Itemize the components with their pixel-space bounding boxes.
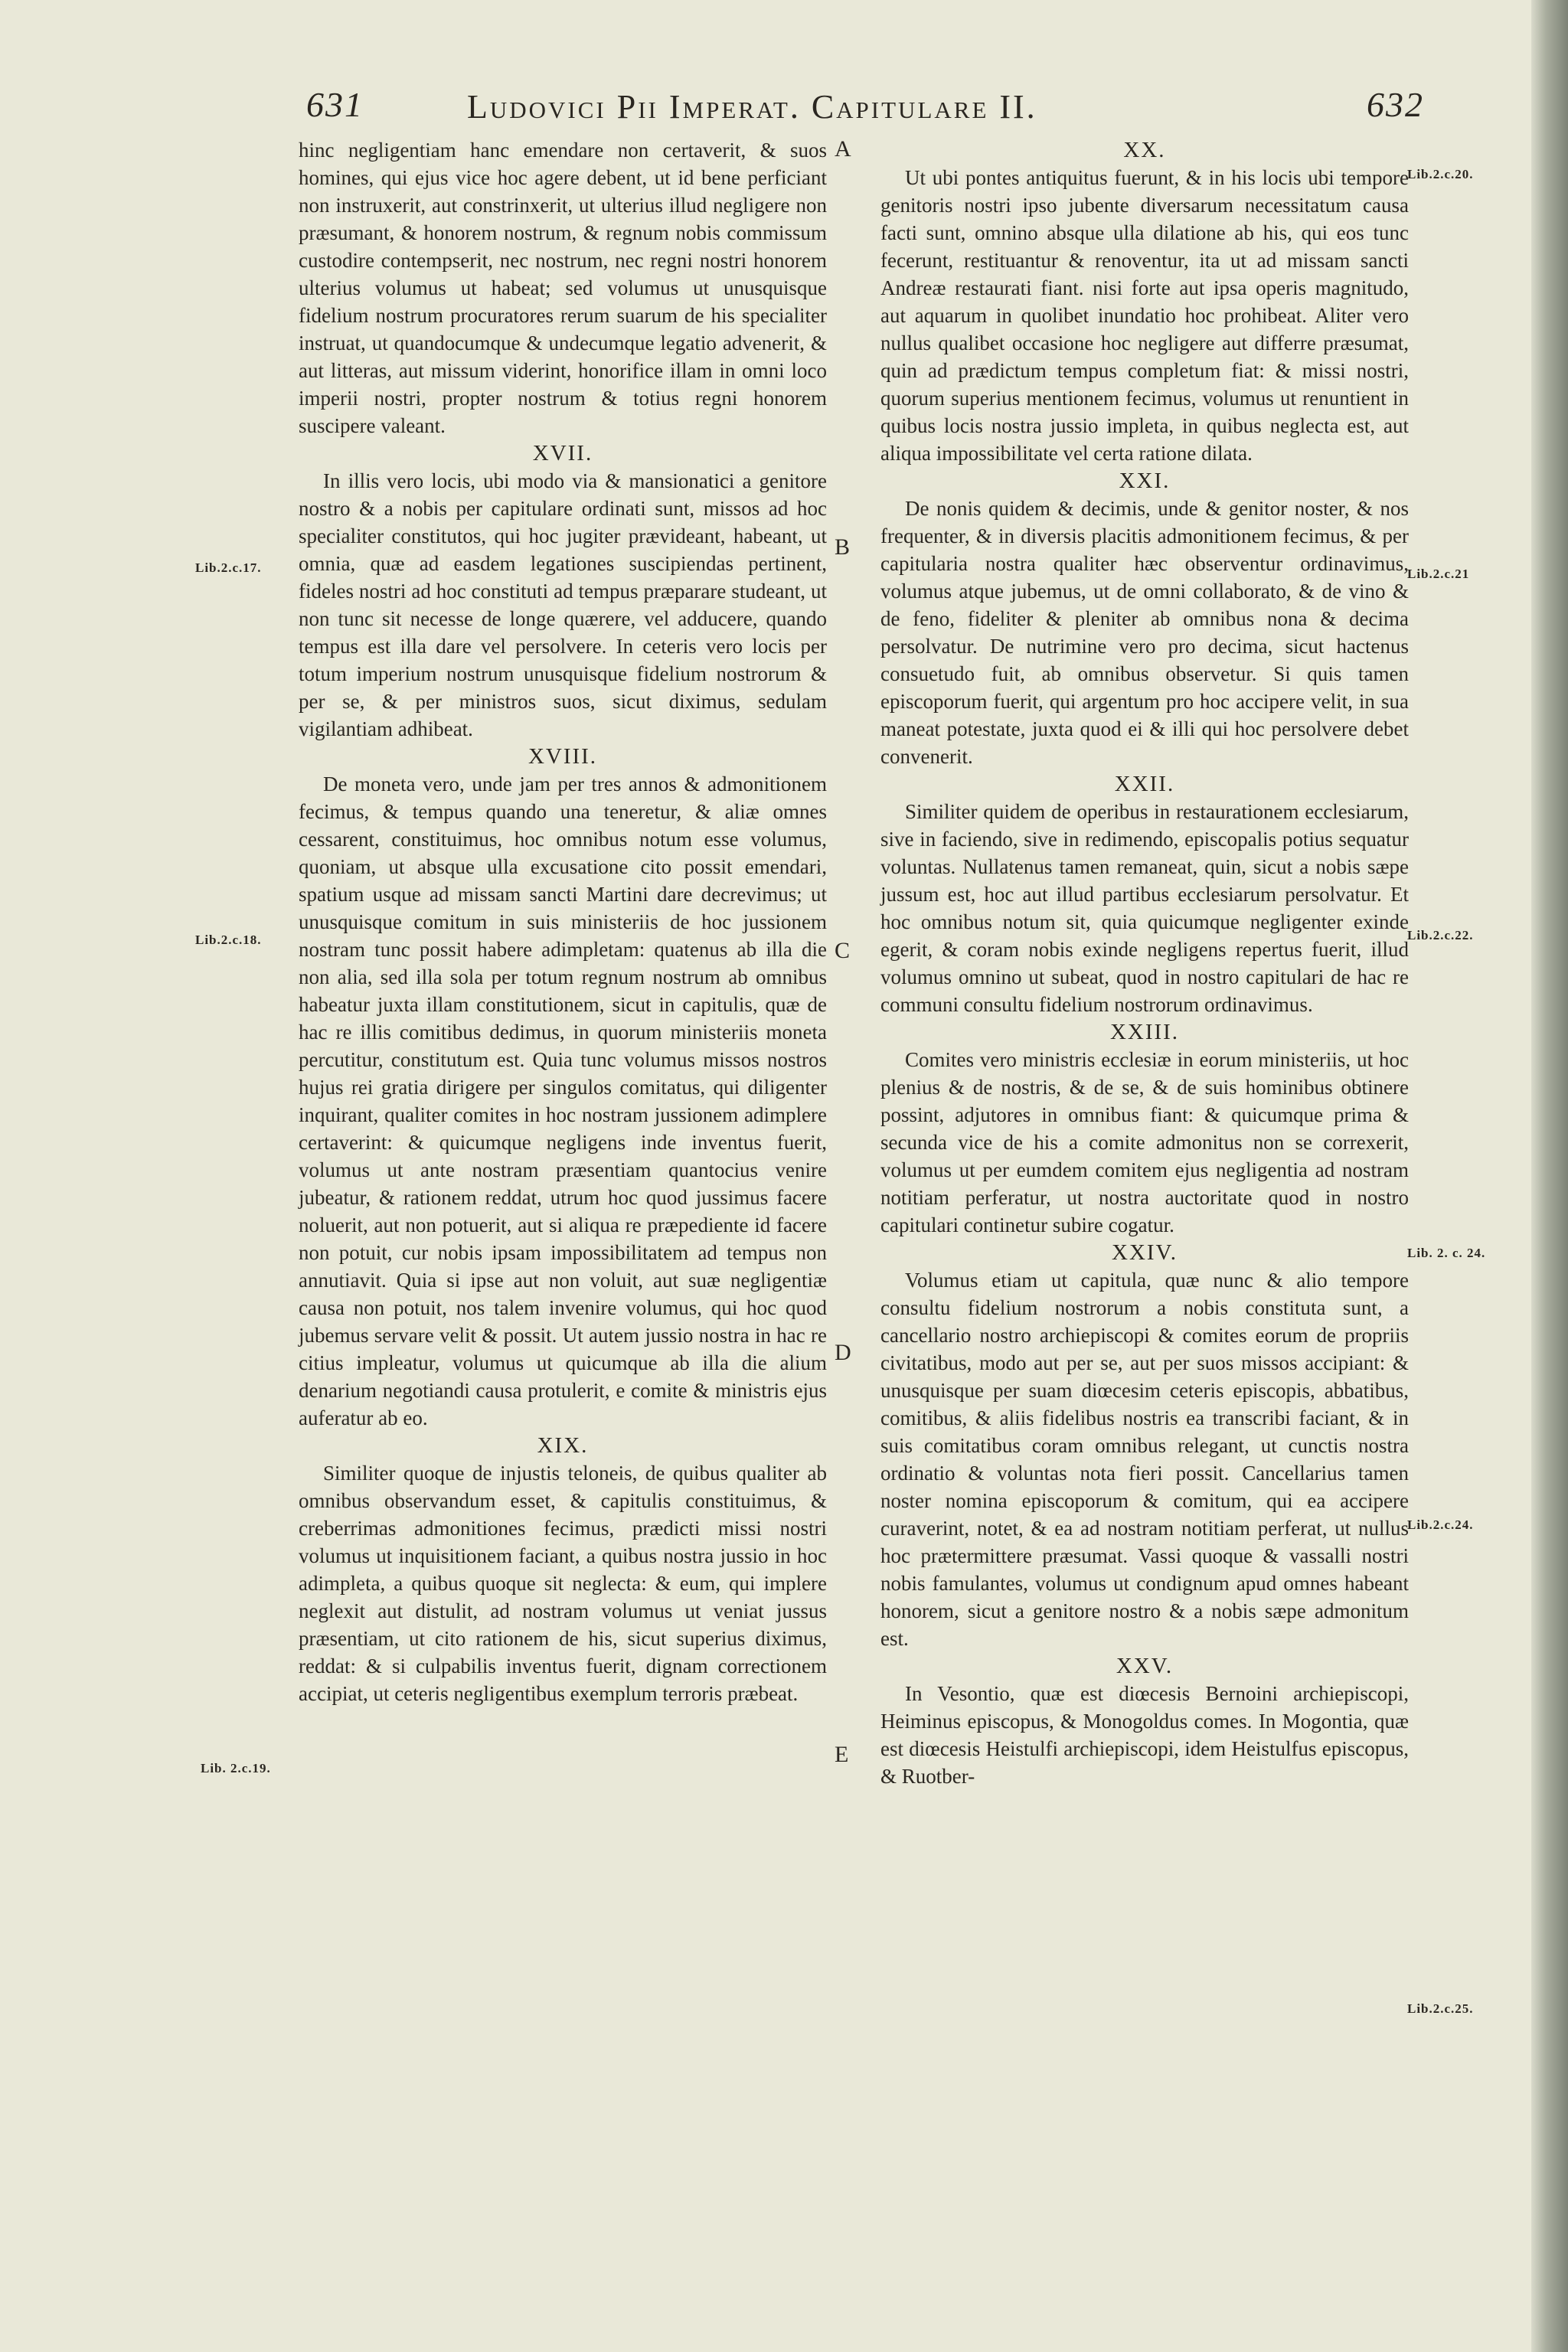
paragraph-xviii: De moneta vero, unde jam per tres annos & admonitionem fecimus, & tempus quando una teneretur, & aliæ omnes cessarent, constituimus, hoc omnibus notum esse volumus, quoniam, ut absque ulla excusatione cito possit emendari, spatium usque ad missam sancti Martini dare decrevimus; ut unusquisque comitum in suis ministeriis de hoc jussionem nostram tunc possit habere adimpletam: quatenus ab illa die non alia, sed illa sola per totum regnum nostrum ab omnibus habeatur juxta illam constitutionem, sicut in capitulis, quæ de hac re illis comitibus dedimus, in quorum ministeriis moneta percutitur, constitutum est. Quia tunc volumus missos nostros hujus rei gratia dirigere per singulos comitatus, qui diligenter inquirant, qualiter comites in hoc nostram jussionem adimplere certaverint: & quicumque negligens inde inventus fuerit, volumus ut ante nostram præsentiam quantocius venire jubeatur, & rationem reddat, utrum hoc quod jussimus facere noluerit, aut non potuerit, aut si aliqua re præpediente id facere non potuit, cur nobis ipsam impossibilitatem ad tempus non annutiavit. Quia si ipse aut non voluit, aut suæ negligentiæ causa non potuit, nos talem invenire volumus, qui hoc quod jubemus servare velit & possit. Ut autem jussio nostra in hac re citius impleatur, volumus ut quicumque ab illa die alium denarium negotiandi causa protulerit, e comite & ministris ejus auferatur ab eo. (299, 773, 827, 1429)
margin-ref-xxiv: Lib.2.c.24. (1407, 1517, 1474, 1532)
paragraph-intro: hinc negligentiam hanc emendare non certaverit, & suos homines, qui ejus vice hoc agere debent, ut id bene perficiant non instruxerit, aut constrinxerit, ut ulterius illud negligere non præsumant, & honorem nostrum, & regnum nobis commissum custodire contempserit, nec nostrum, nec regni nostri honorem ulterius volumus ut habeat; sed volumus ut unusquisque fidelium nostrum procuratores rerum suarum de his specialiter instruat, ut quandocumque & undecumque legatio advenerit, & aut litteras, aut missum viderint, honorifice illam in omni loco imperii nostri, propter nostrum & totius regni honorem suscipere valeant. (299, 139, 827, 437)
paragraph-xxii: Similiter quidem de operibus in restaurationem ecclesiarum, sive in faciendo, sive in redimendo, episcopalis potius sequatur voluntas. Nullatenus tamen remaneat, quin, sicut a nobis sæpe jussum est, hoc aut illud partibus ecclesiarum persolvatur. Et hoc omnibus notum sit, quia quicumque negligenter exinde egerit, & coram nobis exinde negligens repertus fuerit, illud volumus omnino ut subeat, quod in nostro capitulari de hac re communi consultu fidelium nostrorum ordinavimus. (880, 800, 1409, 1016)
paragraph-xxiv: Volumus etiam ut capitula, quæ nunc & alio tempore consultu fidelium nostrorum a nobis constituta sunt, a cancellario nostro archiepiscopi & comites eorum de propriis civitatibus, modo aut per se, aut per suos missos accipiant: & unusquisque per suam diœcesim ceteris episcopis, abbatibus, comitibus, & aliis fidelibus nostris ea transcribi faciant, & in suis comitatibus coram omnibus relegant, ut cunctis nostra ordinatio & voluntas nota fieri possit. Cancellarius tamen noster nomina episcoporum & comitum, qui ea accipere curaverint, notet, & ea ad nostram notitiam perferat, ut nullus hoc prætermittere præsumat. Vassi quoque & vassalli nostri nobis famulantes, volumus ut condignum apud omnes habeant honorem, sicut a genitore nostro & a nobis sæpe admonitum est. (880, 1269, 1409, 1650)
paragraph-xxi: De nonis quidem & decimis, unde & genitor noster, & nos frequenter, & in diversis placitis admonitionem fecimus, & per capitularia nostra qualiter hæc observentur ordinavimus, volumus atque jubemus, ut de omni collaborato, & de vino & de feno, fideliter & pleniter ab omnibus nona & decima persolvatur. De nutrimine vero pro decima, sicut hactenus consuetudo fuit, ab omnibus observetur. Si quis tamen episcoporum fuerit, qui argentum pro hoc accipere velit, in sua maneat potestate, juxta quod ei & illi qui hoc persolvere debet convenerit. (880, 497, 1409, 768)
paragraph-xxiii: Comites vero ministris ecclesiæ in eorum ministeriis, ut hoc plenius & de nostris, & de se, & de suis hominibus obtinere possint, adjutores in omnibus fiant: & quicumque prima & secunda vice de his a comite admonitus non se correxerit, volumus ut per eumdem comitem ejus negligentia ad nostram notitiam perferatur, ut nostra auctoritate quod in nostro capitulari continetur subire cogatur. (880, 1048, 1409, 1236)
section-number-xvii: XVII. (532, 441, 593, 466)
paragraph-xxv: In Vesontio, quæ est diœcesis Bernoini archiepiscopi, Heiminus episcopus, & Monogoldus comes. In Mogontia, quæ est diœcesis Heistulfi archiepiscopi, idem Heistulfus episcopus, & Ruotber- (880, 1682, 1409, 1788)
margin-ref-xvii: Lib.2.c.17. (195, 560, 262, 575)
section-number-xxi: XXI. (1119, 469, 1171, 493)
section-number-xx: XX. (1123, 138, 1166, 162)
right-column (880, 136, 1409, 1790)
left-column (299, 136, 827, 1707)
margin-ref-xxii: Lib.2.c.22. (1407, 928, 1474, 942)
paragraph-xvii: In illis vero locis, ubi modo via & mansionatici a genitore nostro & a nobis per capitulare ordinati sunt, missos ad hoc specialiter constitutos, qui hoc jugiter prævideant, habeant, ut omnia, quæ ad easdem legationes suscipiendas pertinent, fideles nostri ad hoc constituti ad tempus præparare studeant, ut non tunc sit necesse de longe quærere, vel adducere, quando tempus est illa dare vel persolvere. In ceteris vero locis per totum imperium nostrum unusquisque fidelium nostrorum & per se, & per ministros suos, sicut diximus, sedulam vigilantiam adhibeat. (299, 469, 827, 740)
page-edge-shadow (1531, 0, 1568, 2352)
margin-ref-xx: Lib.2.c.20. (1407, 167, 1474, 181)
page-header (306, 84, 1424, 130)
paragraph-xix: Similiter quoque de injustis teloneis, de quibus qualiter ab omnibus observandum esset, & capitulis constituimus, & creberrimas admonitiones fecimus, prædicti missi nostri volumus ut inquisitionem faciant, a quibus nostra jussio in hoc adimpleta, a quibus quoque sit neglecta: & eum, qui implere neglexit aut distulit, ad nostram volumus ut veniat jussus præsentiam, ut cito rationem de his, sicut superius diximus, reddat: & si culpabilis inventus fuerit, dignam correctionem accipiat, ut ceteris negligentibus exemplum terroris præbeat. (299, 1462, 827, 1705)
section-number-xix: XIX. (537, 1433, 589, 1458)
margin-letter-a: A (835, 136, 851, 162)
margin-letter-d: D (835, 1340, 851, 1365)
section-number-xxiii: XXIII. (1109, 1020, 1180, 1044)
paragraph-xx: Ut ubi pontes antiquitus fuerunt, & in his locis ubi tempore genitoris nostri ipso jubente diversarum necessitatum causa facti sunt, omnino absque ulla dilatione ab his, qui eos tunc fecerunt, restituantur & renoventur, ita ut ad missam sancti Andreæ restaurati fiant. nisi forte aut ipsa operis magnitudo, aut aquarum in quolibet inundatio hoc prohibeat. Aliter vero nullus qualibet occasione hoc negligere aut differre præsumat, quin ad prædictum tempus completum fiat: & missi nostri, quorum superius mentionem fecimus, volumus ut renuntient in quibus locis nostra jussio impleta, in quibus neglecta est, aut aliqua impossibilitate vel certa ratione dilata. (880, 166, 1409, 465)
margin-ref-xix: Lib. 2.c.19. (201, 1761, 271, 1775)
page-number-right: 632 (1367, 85, 1424, 124)
margin-ref-xviii: Lib.2.c.18. (195, 933, 262, 947)
margin-letter-c: C (835, 938, 851, 963)
margin-ref-xxi: Lib.2.c.21 (1407, 567, 1470, 581)
page-number-left: 631 (306, 85, 364, 124)
margin-ref-xxv: Lib.2.c.25. (1407, 2001, 1474, 2016)
section-number-xxii: XXII. (1114, 772, 1175, 796)
margin-letter-e: E (835, 1742, 849, 1767)
section-number-xxv: XXV. (1116, 1654, 1174, 1678)
running-title: Ludovici Pii Imperat. Capitulare II. (467, 88, 1037, 126)
margin-ref-xxiii: Lib. 2. c. 24. (1407, 1246, 1486, 1260)
section-number-xviii: XVIII. (528, 744, 598, 769)
margin-letter-b: B (835, 534, 851, 560)
section-number-xxiv: XXIV. (1112, 1240, 1178, 1265)
